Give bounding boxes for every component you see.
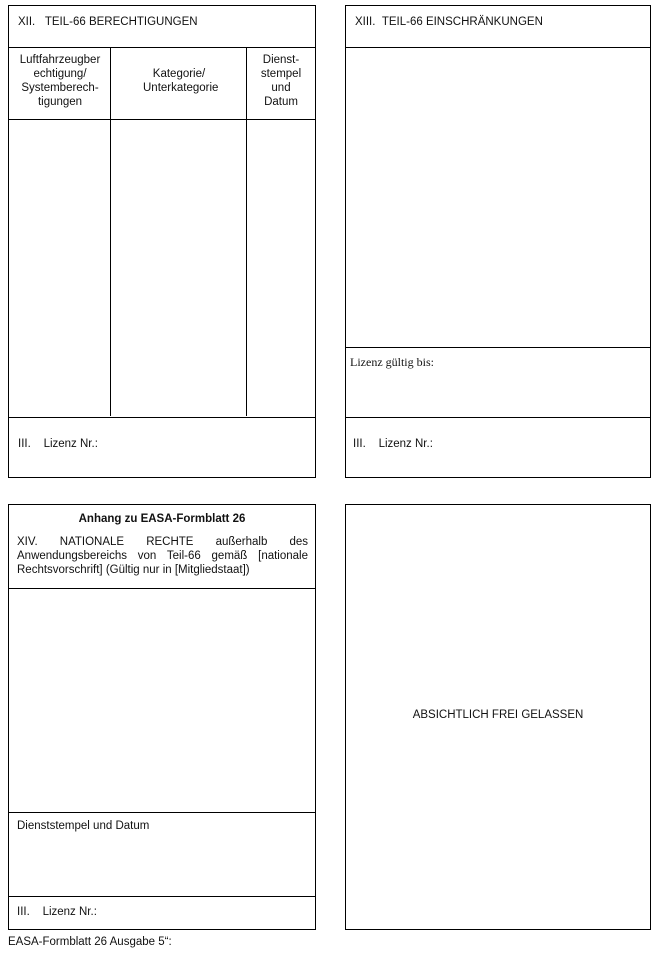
blank-panel [345, 504, 651, 930]
privileges-panel [8, 5, 316, 478]
divider [346, 47, 650, 48]
column-header-category: Kategorie/ Unterkategorie [143, 68, 219, 94]
license-number-label: III. Lizenz Nr.: [353, 438, 433, 450]
column-header-ratings: Luftfahrzeugber echtigung/ Systemberech- tigungen [19, 54, 101, 108]
divider [346, 417, 650, 418]
stamp-date-label: Dienststempel und Datum [17, 820, 150, 832]
intentionally-blank-text: ABSICHTLICH FREI GELASSEN [412, 709, 584, 721]
license-number-label: III. Lizenz Nr.: [18, 438, 98, 450]
national-rights-text: XIV. NATIONALE RECHTE außerhalb des Anwendungsbereichs von Teil-66 gemäß [nationale Rechtsvorschrift] (Gültig nur in [Mitgliedstaat]) [17, 536, 308, 576]
form-footer: EASA-Formblatt 26 Ausgabe 5“: [8, 936, 172, 948]
divider [9, 119, 315, 120]
column-header-stamp: Dienst- stempel und Datum [260, 54, 302, 108]
annex-title: Anhang zu EASA-Formblatt 26 [78, 513, 246, 525]
privileges-heading: XII. TEIL-66 BERECHTIGUNGEN [18, 16, 198, 28]
column-divider [110, 47, 111, 416]
divider [346, 347, 650, 348]
restrictions-heading: XIII. TEIL-66 EINSCHRÄNKUNGEN [355, 16, 543, 28]
column-divider [246, 47, 247, 416]
valid-until-label: Lizenz gültig bis: [350, 355, 434, 369]
divider [9, 417, 315, 418]
restrictions-panel [345, 5, 651, 478]
license-number-label: III. Lizenz Nr.: [17, 906, 97, 918]
divider [9, 812, 315, 813]
divider [9, 47, 315, 48]
divider [9, 896, 315, 897]
annex-panel [8, 504, 316, 930]
divider [9, 588, 315, 589]
